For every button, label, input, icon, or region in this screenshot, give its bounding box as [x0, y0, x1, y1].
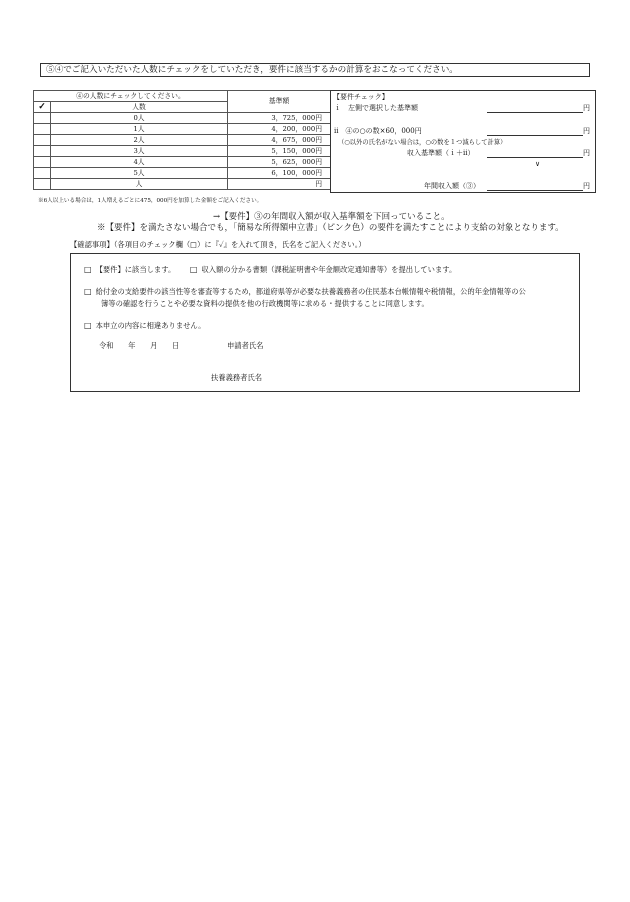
- document-label: 収入額の分かる書類（課税証明書や年金額改定通知書等）を提出しています。: [201, 265, 457, 274]
- table-row: [34, 124, 331, 135]
- requirement-check-box: [330, 90, 596, 193]
- document-checkbox[interactable]: □: [189, 265, 198, 274]
- amount-input-cell[interactable]: 円: [228, 179, 331, 190]
- amount-cell: 4，675，000円: [228, 135, 331, 146]
- check-mark-header: ✓: [34, 102, 51, 113]
- confirmation-header: 【確認事項】（各項目のチェック欄（□）に『✓』を入れて頂き，氏名をご記入ください。）: [70, 240, 366, 249]
- requirement-label: 【要件】に該当します。: [95, 265, 176, 274]
- instruction-banner: ⑤④でご記入いただいた人数にチェックをしていただき，要件に該当するかの計算をおこなってください。: [40, 63, 590, 77]
- comparison-symbol: ∨: [535, 160, 541, 168]
- confirmation-box: [70, 253, 580, 392]
- exception-note: ※【要件】を満たさない場合でも，「簡易な所得額申立書」（ピンク色）の要件を満たすことにより支給の対象となります。: [97, 223, 564, 233]
- table-instruction: ④の人数にチェックしてください。: [34, 91, 228, 102]
- truth-checkbox[interactable]: □: [84, 321, 92, 330]
- row-checkbox[interactable]: [34, 146, 51, 157]
- standard-amount-table: [33, 90, 331, 190]
- yen-unit: 円: [583, 149, 590, 157]
- income-standard-field[interactable]: [487, 157, 583, 158]
- requirement-checkbox[interactable]: □: [84, 265, 92, 274]
- calculation-note: （○以外の氏名がない場合は，○の数を１つ減らして計算）: [338, 139, 507, 146]
- guardian-name-label: 扶養義務者氏名: [211, 373, 263, 382]
- annual-income-field[interactable]: [487, 190, 583, 191]
- base-amount-label: ｉ 左側で選択した基準額: [334, 104, 418, 112]
- amount-cell: 6，100，000円: [228, 168, 331, 179]
- column-header-people: 人数: [51, 102, 228, 113]
- base-amount-field[interactable]: [487, 112, 583, 113]
- confirm-item-truth: [84, 320, 205, 332]
- consent-label-line1: 給付金の支給要件の該当性等を審査等するため，都道府県等が必要な扶養義務者の住民基本台帳情報や税情報，公的年金情報等の公: [95, 287, 526, 296]
- yen-unit: 円: [583, 104, 590, 112]
- row-checkbox[interactable]: [34, 113, 51, 124]
- people-input-cell[interactable]: 人: [51, 179, 228, 190]
- people-cell: 4人: [51, 157, 228, 168]
- truth-label: 本申立の内容に相違ありません。: [95, 321, 206, 330]
- people-cell: 3人: [51, 146, 228, 157]
- people-cell: 2人: [51, 135, 228, 146]
- consent-checkbox[interactable]: □: [84, 287, 92, 296]
- table-row: [34, 113, 331, 124]
- additional-amount-label: ii ④の○の数×60，000円: [334, 127, 422, 135]
- amount-cell: 3，725，000円: [228, 113, 331, 124]
- consent-label-line2: 簿等の確認を行うことや必要な資料の提供を他の行政機関等に求める・提供することに同意します。: [101, 299, 429, 308]
- applicant-name-label: 申請者氏名: [227, 341, 264, 350]
- table-row: [34, 157, 331, 168]
- people-cell: 1人: [51, 124, 228, 135]
- annual-income-label: 年間収入額（③）: [424, 182, 480, 190]
- row-checkbox[interactable]: [34, 179, 51, 190]
- column-header-amount: 基準額: [228, 91, 331, 113]
- amount-cell: 5，625，000円: [228, 157, 331, 168]
- confirm-item-requirement: [84, 264, 456, 276]
- people-cell: 5人: [51, 168, 228, 179]
- amount-cell: 4，200，000円: [228, 124, 331, 135]
- requirement-title: 【要件チェック】: [333, 93, 389, 101]
- date-field[interactable]: 令和 年 月 日: [99, 341, 180, 350]
- table-row: [34, 135, 331, 146]
- table-row: [34, 179, 331, 190]
- table-row: [34, 168, 331, 179]
- requirement-statement: →【要件】③の年間収入額が収入基準額を下回っていること。: [213, 212, 450, 222]
- table-footnote: ※6人以上いる場合は，1人増えるごとに475，000円を加算した金額をご記入ください。: [38, 198, 263, 204]
- row-checkbox[interactable]: [34, 157, 51, 168]
- yen-unit: 円: [583, 127, 590, 135]
- yen-unit: 円: [583, 182, 590, 190]
- table-row: [34, 146, 331, 157]
- row-checkbox[interactable]: [34, 124, 51, 135]
- row-checkbox[interactable]: [34, 135, 51, 146]
- confirm-item-consent: [84, 286, 526, 298]
- row-checkbox[interactable]: [34, 168, 51, 179]
- amount-cell: 5，150，000円: [228, 146, 331, 157]
- income-standard-label: 収入基準額（ｉ＋ii）: [407, 149, 475, 157]
- people-cell: 0人: [51, 113, 228, 124]
- additional-amount-field[interactable]: [487, 135, 583, 136]
